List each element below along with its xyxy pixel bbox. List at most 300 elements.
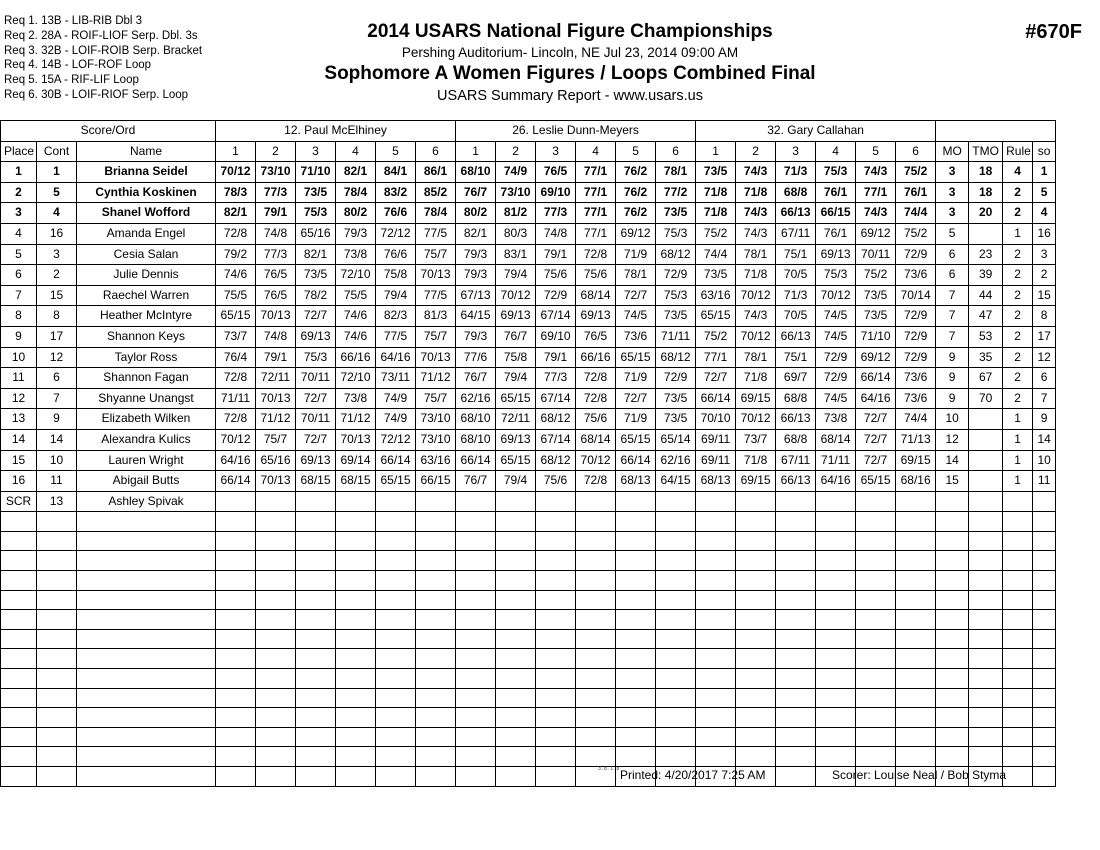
cell-score: 70/11	[856, 244, 896, 265]
cell-score	[816, 629, 856, 649]
cell-score: 79/1	[536, 347, 576, 368]
cell-so: 9	[1033, 409, 1056, 430]
cell-score	[696, 491, 736, 512]
cell-name	[77, 767, 216, 787]
cell-score	[896, 669, 936, 689]
cell-score: 67/14	[536, 388, 576, 409]
table-row[interactable]	[1, 409, 1056, 430]
cell-score: 75/8	[376, 265, 416, 286]
cell-score: 70/13	[336, 429, 376, 450]
cell-score: 72/11	[256, 368, 296, 389]
cell-cont: 11	[37, 471, 77, 492]
cell-score	[376, 688, 416, 708]
table-row[interactable]	[1, 368, 1056, 389]
cell-score	[856, 629, 896, 649]
col-header-figure: 3	[776, 141, 816, 162]
cell-score: 76/2	[616, 182, 656, 203]
cell-place: 1	[1, 162, 37, 183]
cell-score: 76/1	[816, 182, 856, 203]
cell-score	[856, 727, 896, 747]
table-row[interactable]	[1, 388, 1056, 409]
cell-score: 66/13	[776, 471, 816, 492]
cell-tmo	[969, 429, 1003, 450]
cell-score	[376, 551, 416, 571]
cell-name: Amanda Engel	[77, 223, 216, 244]
cell-rule	[1003, 669, 1033, 689]
cell-score	[376, 767, 416, 787]
cell-name: Cesia Salan	[77, 244, 216, 265]
cell-score: 74/3	[736, 306, 776, 327]
cell-cont	[37, 669, 77, 689]
cell-score	[496, 767, 536, 787]
table-row[interactable]	[1, 182, 1056, 203]
cell-rule	[1003, 747, 1033, 767]
cell-score	[536, 551, 576, 571]
cell-place	[1, 551, 37, 571]
table-row[interactable]	[1, 471, 1056, 492]
cell-score: 66/14	[616, 450, 656, 471]
cell-tmo: 18	[969, 182, 1003, 203]
cell-score: 72/8	[216, 223, 256, 244]
cell-score	[696, 649, 736, 669]
cell-cont	[37, 688, 77, 708]
cell-score: 71/8	[696, 182, 736, 203]
cell-score: 76/5	[576, 326, 616, 347]
cell-score: 73/8	[336, 244, 376, 265]
cell-score	[536, 610, 576, 630]
table-row-empty	[1, 727, 1056, 747]
cell-score	[296, 551, 336, 571]
cell-score	[296, 629, 336, 649]
cell-mo: 10	[936, 409, 969, 430]
cell-score: 65/15	[496, 450, 536, 471]
cell-score	[656, 708, 696, 728]
cell-score: 82/1	[456, 223, 496, 244]
cell-rule	[1003, 649, 1033, 669]
cell-score	[816, 649, 856, 669]
cell-score: 77/3	[256, 244, 296, 265]
cell-score	[216, 571, 256, 591]
cell-place	[1, 767, 37, 787]
cell-score: 84/1	[376, 162, 416, 183]
cell-score: 74/9	[496, 162, 536, 183]
cell-score	[536, 649, 576, 669]
cell-mo: 6	[936, 265, 969, 286]
cell-score: 69/12	[856, 223, 896, 244]
cell-score: 72/7	[296, 388, 336, 409]
cell-score: 69/13	[496, 306, 536, 327]
cell-mo	[936, 551, 969, 571]
cell-score	[256, 727, 296, 747]
cell-score	[336, 688, 376, 708]
cell-score: 66/13	[776, 326, 816, 347]
cell-tmo: 35	[969, 347, 1003, 368]
table-row[interactable]	[1, 491, 1056, 512]
col-header-cont: Cont	[37, 141, 77, 162]
cell-score	[736, 531, 776, 551]
cell-score: 64/16	[816, 471, 856, 492]
cell-score	[736, 610, 776, 630]
cell-score	[296, 767, 336, 787]
cell-so: 1	[1033, 162, 1056, 183]
cell-score	[776, 688, 816, 708]
cell-score: 70/12	[816, 285, 856, 306]
table-row[interactable]	[1, 265, 1056, 286]
cell-score	[336, 747, 376, 767]
cell-score: 75/3	[656, 285, 696, 306]
cell-score	[456, 590, 496, 610]
cell-so: 4	[1033, 203, 1056, 224]
cell-so	[1033, 629, 1056, 649]
cell-cont: 1	[37, 162, 77, 183]
cell-score: 79/4	[376, 285, 416, 306]
cell-score	[736, 629, 776, 649]
cell-score: 65/16	[256, 450, 296, 471]
cell-score: 79/4	[496, 471, 536, 492]
cell-score	[336, 629, 376, 649]
cell-rule: 4	[1003, 162, 1033, 183]
cell-score	[736, 590, 776, 610]
cell-score	[696, 610, 736, 630]
cell-score	[416, 727, 456, 747]
cell-score: 66/15	[416, 471, 456, 492]
cell-score: 63/16	[696, 285, 736, 306]
cell-score	[896, 688, 936, 708]
table-row[interactable]	[1, 347, 1056, 368]
cell-score	[336, 669, 376, 689]
cell-so: 7	[1033, 388, 1056, 409]
cell-tmo: 47	[969, 306, 1003, 327]
cell-name: Elizabeth Wilken	[77, 409, 216, 430]
cell-score: 74/5	[616, 306, 656, 327]
cell-mo	[936, 590, 969, 610]
cell-score	[336, 708, 376, 728]
col-header-figure: 4	[336, 141, 376, 162]
results-sheet	[0, 120, 1051, 787]
cell-score	[216, 610, 256, 630]
cell-score: 78/4	[336, 182, 376, 203]
cell-score	[456, 610, 496, 630]
cell-rule: 2	[1003, 244, 1033, 265]
table-row-empty	[1, 669, 1056, 689]
cell-score	[656, 551, 696, 571]
table-row-empty	[1, 708, 1056, 728]
table-row[interactable]	[1, 429, 1056, 450]
cell-rule: 2	[1003, 368, 1033, 389]
cell-score: 72/7	[616, 388, 656, 409]
cell-score	[216, 512, 256, 532]
cell-score	[296, 669, 336, 689]
cell-score	[256, 767, 296, 787]
cell-place: 5	[1, 244, 37, 265]
cell-tmo	[969, 629, 1003, 649]
table-row[interactable]	[1, 306, 1056, 327]
col-header-figure: 3	[536, 141, 576, 162]
cell-score	[656, 629, 696, 649]
cell-score	[536, 747, 576, 767]
cell-score	[816, 708, 856, 728]
cell-score: 74/6	[336, 306, 376, 327]
cell-score	[656, 512, 696, 532]
cell-mo: 14	[936, 450, 969, 471]
cell-score: 68/10	[456, 162, 496, 183]
cell-score	[896, 747, 936, 767]
cell-score: 72/7	[696, 368, 736, 389]
cell-rule: 2	[1003, 285, 1033, 306]
cell-score	[296, 512, 336, 532]
col-header-figure: 6	[416, 141, 456, 162]
cell-score: 71/12	[416, 368, 456, 389]
cell-score: 74/5	[816, 388, 856, 409]
cell-name: Shanel Wofford	[77, 203, 216, 224]
cell-score	[336, 571, 376, 591]
cell-score: 70/13	[256, 306, 296, 327]
cell-score: 77/1	[576, 162, 616, 183]
cell-score: 68/14	[576, 285, 616, 306]
cell-cont	[37, 727, 77, 747]
cell-score: 74/8	[536, 223, 576, 244]
cell-score: 66/13	[776, 203, 816, 224]
cell-score	[696, 512, 736, 532]
cell-score: 72/9	[896, 244, 936, 265]
cell-score: 80/3	[496, 223, 536, 244]
cell-rule: 1	[1003, 429, 1033, 450]
cell-score: 73/10	[256, 162, 296, 183]
cell-score	[416, 767, 456, 787]
cell-score	[856, 590, 896, 610]
event-title: Sophomore A Women Figures / Loops Combined Final	[324, 63, 816, 84]
cell-score	[696, 629, 736, 649]
table-row[interactable]	[1, 203, 1056, 224]
cell-score: 77/3	[256, 182, 296, 203]
cell-score: 75/8	[496, 347, 536, 368]
cell-place	[1, 649, 37, 669]
cell-score	[816, 571, 856, 591]
cell-score	[816, 531, 856, 551]
cell-cont	[37, 629, 77, 649]
cell-score	[216, 727, 256, 747]
cell-score	[416, 512, 456, 532]
cell-score: 69/13	[576, 306, 616, 327]
cell-score	[376, 629, 416, 649]
cell-score: 72/8	[576, 244, 616, 265]
cell-score: 71/13	[896, 429, 936, 450]
col-header-figure: 3	[296, 141, 336, 162]
cell-tmo	[969, 747, 1003, 767]
cell-mo: 9	[936, 368, 969, 389]
cell-score	[456, 551, 496, 571]
cell-score	[376, 747, 416, 767]
version-mark: 3.8.1.8	[598, 766, 621, 772]
cell-mo: 12	[936, 429, 969, 450]
cell-score: 65/15	[496, 388, 536, 409]
cell-score	[736, 571, 776, 591]
cell-rule: 2	[1003, 182, 1033, 203]
cell-so	[1033, 767, 1056, 787]
cell-mo: 7	[936, 306, 969, 327]
table-row-empty	[1, 551, 1056, 571]
cell-score	[216, 629, 256, 649]
cell-score	[616, 649, 656, 669]
cell-score	[496, 747, 536, 767]
cell-score	[776, 531, 816, 551]
cell-score: 74/3	[856, 203, 896, 224]
cell-score: 66/14	[696, 388, 736, 409]
cell-score: 71/8	[736, 450, 776, 471]
cell-place	[1, 727, 37, 747]
cell-score	[416, 571, 456, 591]
cell-score: 66/14	[856, 368, 896, 389]
table-row[interactable]	[1, 223, 1056, 244]
table-row[interactable]	[1, 244, 1056, 265]
cell-place: 8	[1, 306, 37, 327]
cell-score	[736, 649, 776, 669]
cell-score: 69/13	[296, 450, 336, 471]
cell-tmo: 39	[969, 265, 1003, 286]
cell-mo: 15	[936, 471, 969, 492]
cell-tmo	[969, 610, 1003, 630]
cell-score: 69/10	[536, 326, 576, 347]
cell-score	[296, 688, 336, 708]
cell-score	[736, 727, 776, 747]
cell-place	[1, 531, 37, 551]
cell-score: 73/7	[736, 429, 776, 450]
cell-so: 12	[1033, 347, 1056, 368]
cell-score	[696, 688, 736, 708]
cell-score: 73/5	[656, 388, 696, 409]
cell-score: 75/2	[696, 223, 736, 244]
cell-score	[776, 727, 816, 747]
cell-score: 75/7	[256, 429, 296, 450]
cell-score	[576, 531, 616, 551]
cell-score	[536, 727, 576, 747]
cell-so: 17	[1033, 326, 1056, 347]
cell-score	[576, 571, 616, 591]
cell-score: 66/16	[336, 347, 376, 368]
cell-name	[77, 512, 216, 532]
cell-rule: 2	[1003, 326, 1033, 347]
cell-score: 73/5	[656, 306, 696, 327]
col-header-rule: Rule	[1003, 141, 1033, 162]
cell-score: 71/8	[736, 265, 776, 286]
table-row[interactable]	[1, 285, 1056, 306]
cell-score: 73/5	[656, 203, 696, 224]
cell-score: 70/12	[216, 429, 256, 450]
cell-score: 72/7	[856, 450, 896, 471]
cell-score	[376, 491, 416, 512]
cell-place	[1, 610, 37, 630]
cell-name	[77, 629, 216, 649]
page-title: 2014 USARS National Figure Championships	[367, 21, 773, 42]
cell-score: 68/16	[896, 471, 936, 492]
cell-tmo: 53	[969, 326, 1003, 347]
cell-so: 6	[1033, 368, 1056, 389]
cell-name	[77, 669, 216, 689]
cell-cont: 7	[37, 388, 77, 409]
cell-score	[536, 512, 576, 532]
cell-score: 70/10	[696, 409, 736, 430]
cell-score	[816, 551, 856, 571]
cell-rule: 2	[1003, 388, 1033, 409]
table-row[interactable]	[1, 326, 1056, 347]
cell-score: 76/7	[456, 471, 496, 492]
cell-score	[856, 571, 896, 591]
cell-score: 68/12	[536, 409, 576, 430]
col-header-figure: 6	[896, 141, 936, 162]
table-row[interactable]	[1, 450, 1056, 471]
cell-score	[856, 669, 896, 689]
col-header-figure: 5	[616, 141, 656, 162]
cell-score: 73/5	[656, 409, 696, 430]
cell-score: 79/3	[456, 244, 496, 265]
cell-score: 69/12	[616, 223, 656, 244]
cell-mo	[936, 571, 969, 591]
cell-score: 69/7	[776, 368, 816, 389]
cell-score: 75/5	[216, 285, 256, 306]
cell-score: 78/1	[656, 162, 696, 183]
cell-score: 71/8	[696, 203, 736, 224]
col-header-tmo: TMO	[969, 141, 1003, 162]
cell-score	[416, 688, 456, 708]
cell-score: 72/9	[896, 347, 936, 368]
cell-score	[616, 708, 656, 728]
cell-place	[1, 629, 37, 649]
cell-score: 71/11	[656, 326, 696, 347]
cell-score: 76/7	[456, 368, 496, 389]
cell-score: 65/16	[296, 223, 336, 244]
cell-score	[376, 590, 416, 610]
cell-cont	[37, 747, 77, 767]
cell-score	[416, 531, 456, 551]
cell-mo	[936, 669, 969, 689]
cell-score	[296, 727, 336, 747]
cell-score	[896, 708, 936, 728]
cell-score: 77/2	[656, 182, 696, 203]
cell-score: 73/7	[216, 326, 256, 347]
judge-group-header: 12. Paul McElhiney	[216, 121, 456, 142]
cell-mo	[936, 610, 969, 630]
cell-score: 75/2	[896, 162, 936, 183]
cell-score	[736, 747, 776, 767]
cell-score	[896, 491, 936, 512]
table-row[interactable]	[1, 162, 1056, 183]
scorer-credit: Scorer: Louise Neal / Bob Styma	[832, 768, 1007, 782]
cell-score	[856, 512, 896, 532]
cell-place	[1, 747, 37, 767]
cell-score: 74/5	[816, 306, 856, 327]
cell-score: 69/13	[296, 326, 336, 347]
cell-score	[216, 491, 256, 512]
cell-score: 74/8	[256, 326, 296, 347]
cell-cont	[37, 571, 77, 591]
cell-score	[896, 531, 936, 551]
cell-score	[696, 727, 736, 747]
cell-score: 76/7	[456, 182, 496, 203]
cell-score	[416, 747, 456, 767]
cell-score	[776, 512, 816, 532]
cell-score	[416, 491, 456, 512]
cell-so: 8	[1033, 306, 1056, 327]
cell-cont: 9	[37, 409, 77, 430]
cell-score: 77/1	[576, 223, 616, 244]
requirement-line: Req 1. 13B - LIB-RIB Dbl 3	[4, 15, 143, 27]
cell-score	[376, 727, 416, 747]
cell-score	[856, 551, 896, 571]
cell-score	[656, 491, 696, 512]
cell-score	[576, 551, 616, 571]
cell-score	[256, 649, 296, 669]
requirement-line: Req 4. 14B - LOF-ROF Loop	[4, 59, 152, 72]
